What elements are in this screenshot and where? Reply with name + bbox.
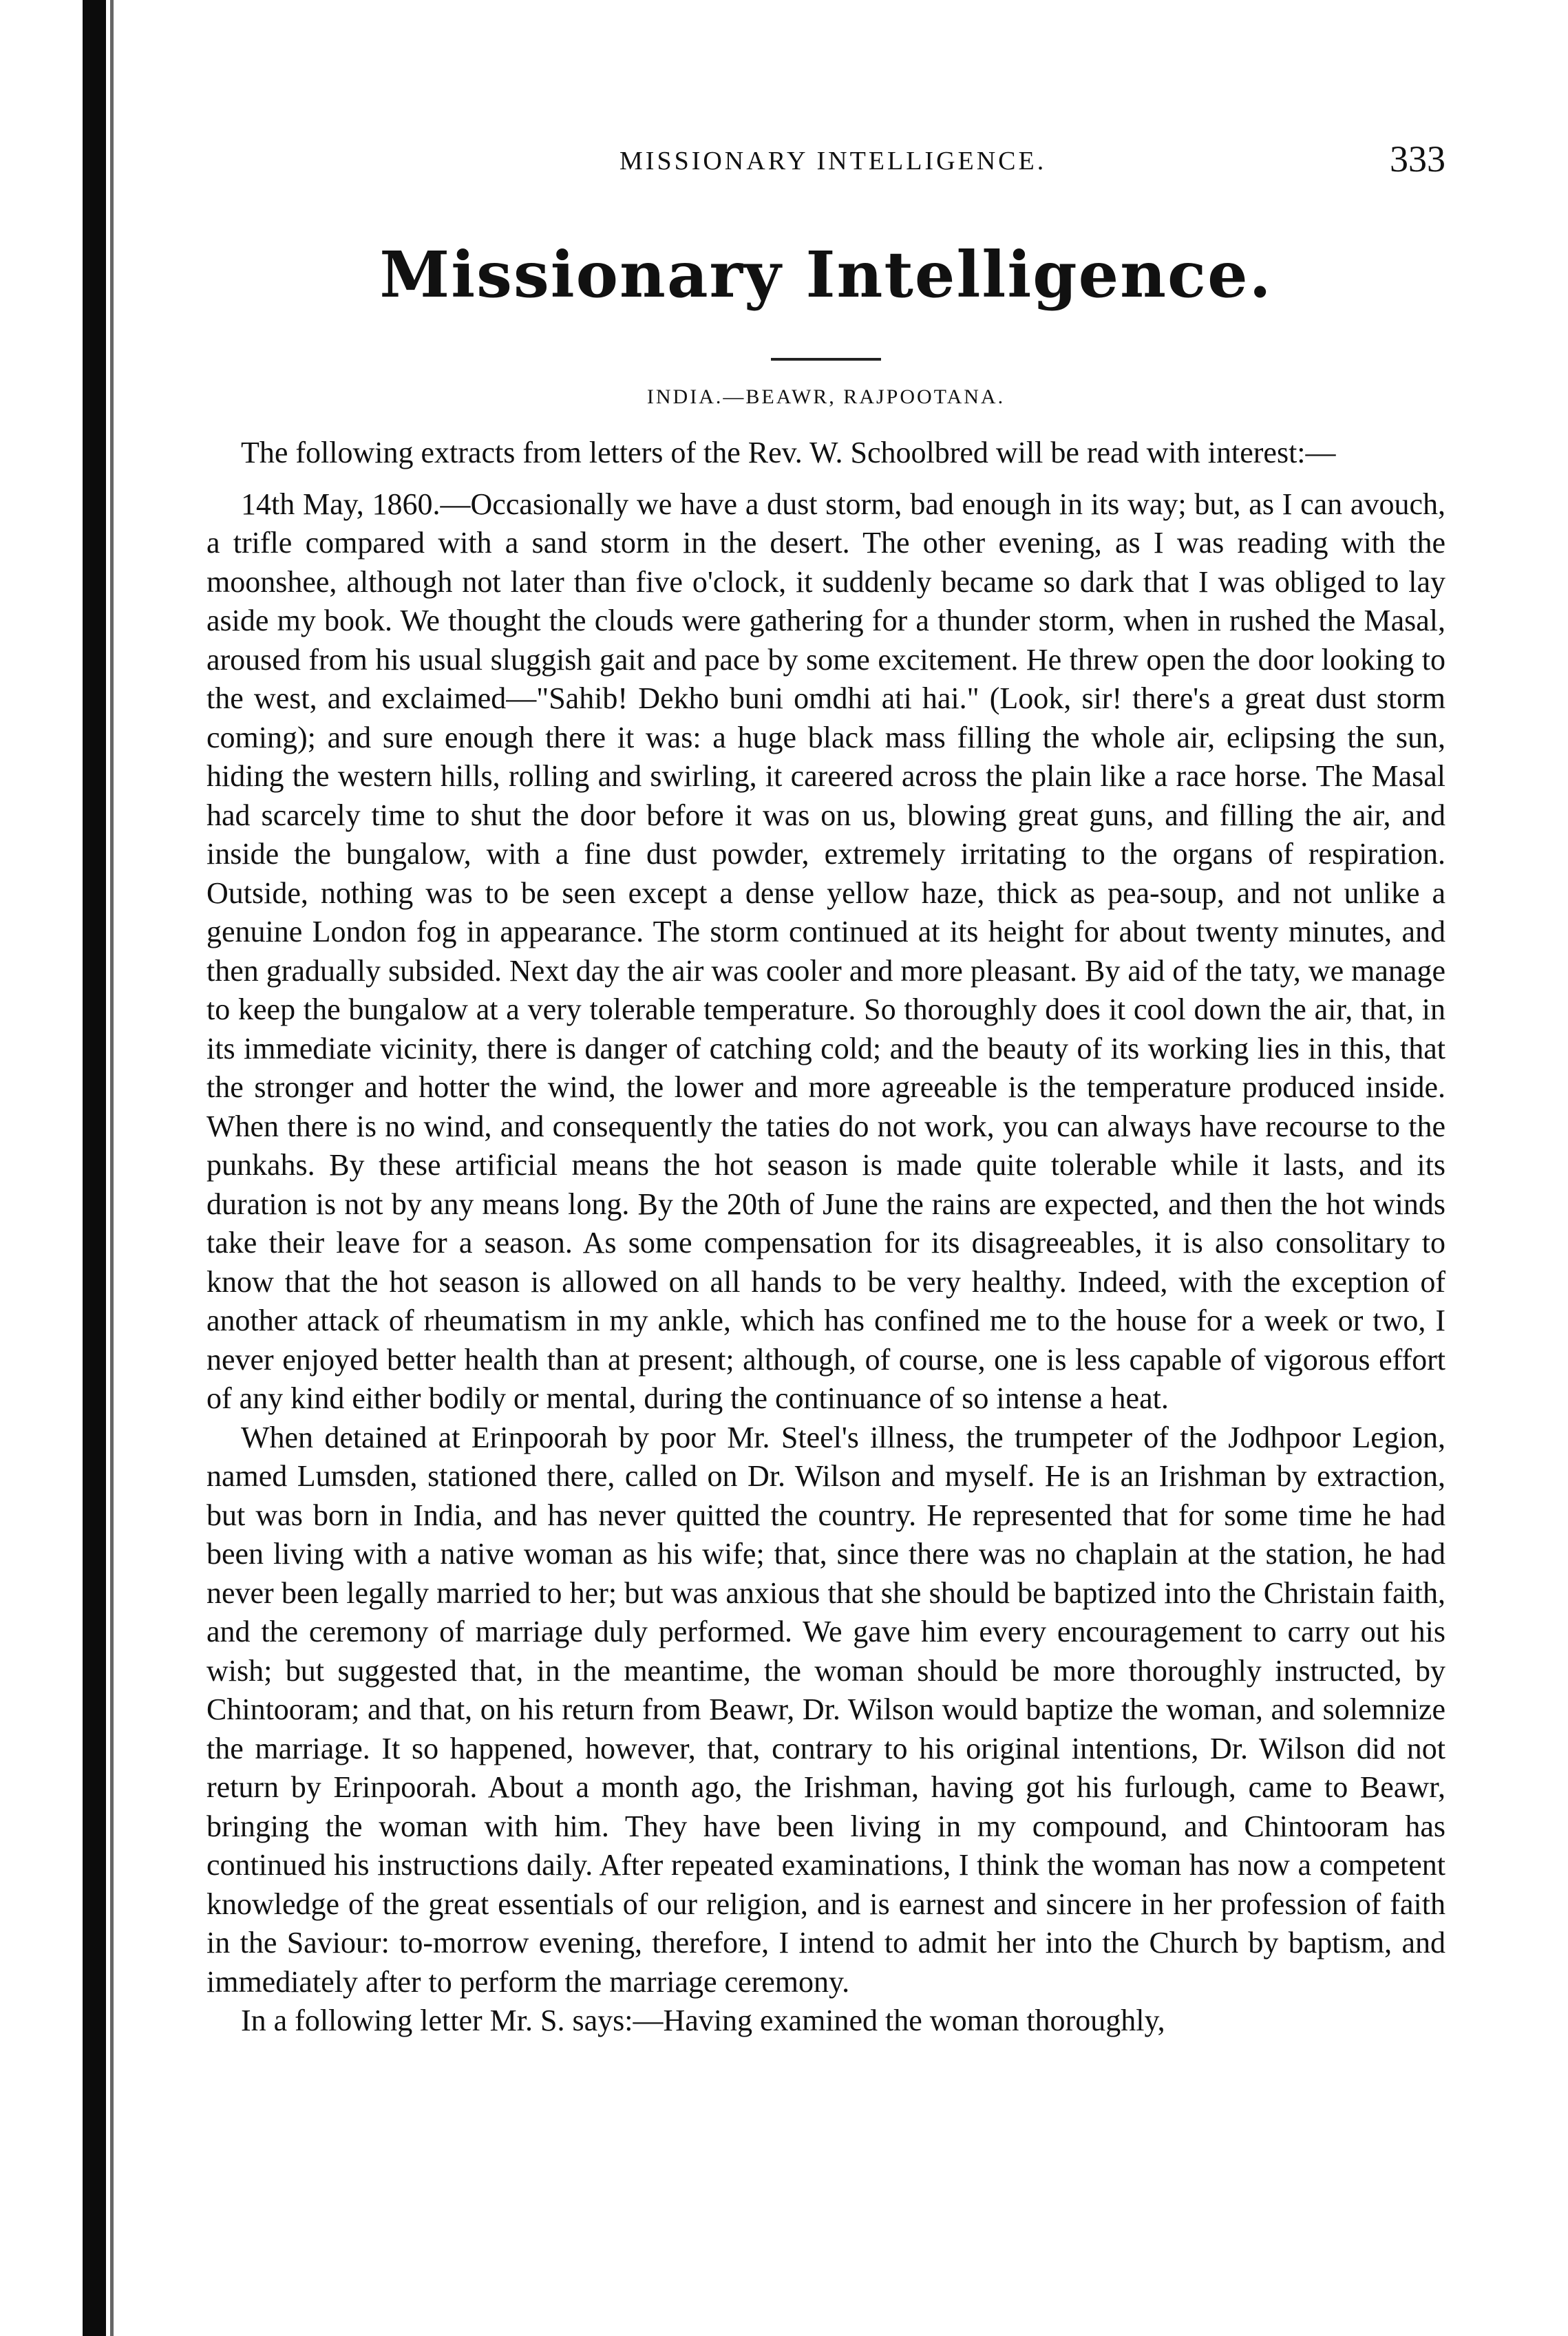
binding-spine (83, 0, 106, 2336)
page (206, 0, 1473, 2336)
masthead-title: Missionary Intelligence. (379, 237, 1273, 312)
running-head (206, 138, 1445, 186)
section-heading: INDIA.—BEAWR, RAJPOOTANA. (646, 385, 1006, 408)
letter-paragraph: When detained at Erinpoorah by poor Mr. Steel's illness, the trumpeter of the Jodhpoor Legion, named Lumsden, stationed there, called on Dr. Wilson and myself. He is an Irishman by extraction, but was born in India, and has never quitted the country. He represented that for some time he had been living with a native woman as his wife; that, since there was no chaplain at the station, he had never been legally married to her; but was anxious that she should be baptized into the Christain faith, and the ceremony of marriage duly performed. We gave him every encouragement to carry out his wish; but suggested that, in the meantime, the woman should be more thoroughly instructed, by Chintooram; and that, on his return from Beawr, Dr. Wilson would baptize the woman, and solemnize the marriage. It so happened, however, that, contrary to his original intentions, Dr. Wilson did not return by Erinpoorah. About a month ago, the Irishman, having got his furlough, came to Beawr, bringing the woman with him. They have been living in my compound, and Chintooram has continued his instructions daily. After repeated examinations, I think the woman has now a competent knowledge of the great essentials of our religion, and is earnest and sincere in her profession of faith in the Saviour: to-morrow evening, therefore, I intend to admit her into the Church by baptism, and immediately after to perform the marriage ceremony. (206, 1420, 1445, 1999)
page-number: 333 (1390, 138, 1445, 180)
intro-paragraph: The following extracts from letters of the Rev. W. Schoolbred will be read with interest:— (241, 436, 1336, 469)
article-body (206, 434, 1445, 2041)
running-title: MISSIONARY INTELLIGENCE. (619, 147, 1047, 176)
letter-paragraph: 14th May, 1860.—Occasionally we have a dust storm, bad enough in its way; but, as I can avouch, a trifle compared with a sand storm in the desert. The other evening, as I was reading with the moonshee, although not later than five o'clock, it suddenly became so dark that I was obliged to lay aside my book. We thought the clouds were gathering for a thunder storm, when in rushed the Masal, aroused from his usual sluggish gait and pace by some excitement. He threw open the door looking to the west, and exclaimed—"Sahib! Dekho buni omdhi ati hai." (Look, sir! there's a great dust storm coming); and sure enough there it was: a huge black mass filling the whole air, eclipsing the sun, hiding the western hills, rolling and swirling, it careered across the plain like a race horse. The Masal had scarcely time to shut the door before it was on us, blowing great guns, and filling the air, and inside the bungalow, with a fine dust powder, extremely irritating to the organs of respiration. Outside, nothing was to be seen except a dense yellow haze, thick as pea-soup, and not unlike a genuine London fog in appearance. The storm continued at its height for about twenty minutes, and then gradually subsided. Next day the air was cooler and more pleasant. By aid of the taty, we manage to keep the bungalow at a very tolerable temperature. So thoroughly does it cool down the air, that, in its immediate vicinity, there is danger of catching cold; and the beauty of its working lies in this, that the stronger and hotter the wind, the lower and more agreeable is the temperature produced inside. When there is no wind, and consequently the taties do not work, you can always have recourse to the punkahs. By these artificial means the hot season is made quite tolerable while it lasts, and its duration is not by any means long. By the 20th of June the rains are expected, and then the hot winds take their leave for a season. As some compensation for its disagreeables, it is also consolitary to know that the hot season is allowed on all hands to be very healthy. Indeed, with the exception of another attack of rheumatism in my ankle, which has confined me to the house for a week or two, I never enjoyed better health than at present; although, of course, one is less capable of vigorous effort of any kind either bodily or mental, during the continuance of so intense a heat. (206, 487, 1445, 1415)
title-rule (771, 358, 881, 361)
letter-paragraph: In a following letter Mr. S. says:—Having examined the woman thoroughly, (241, 2004, 1165, 2037)
binding-edge (110, 0, 114, 2336)
